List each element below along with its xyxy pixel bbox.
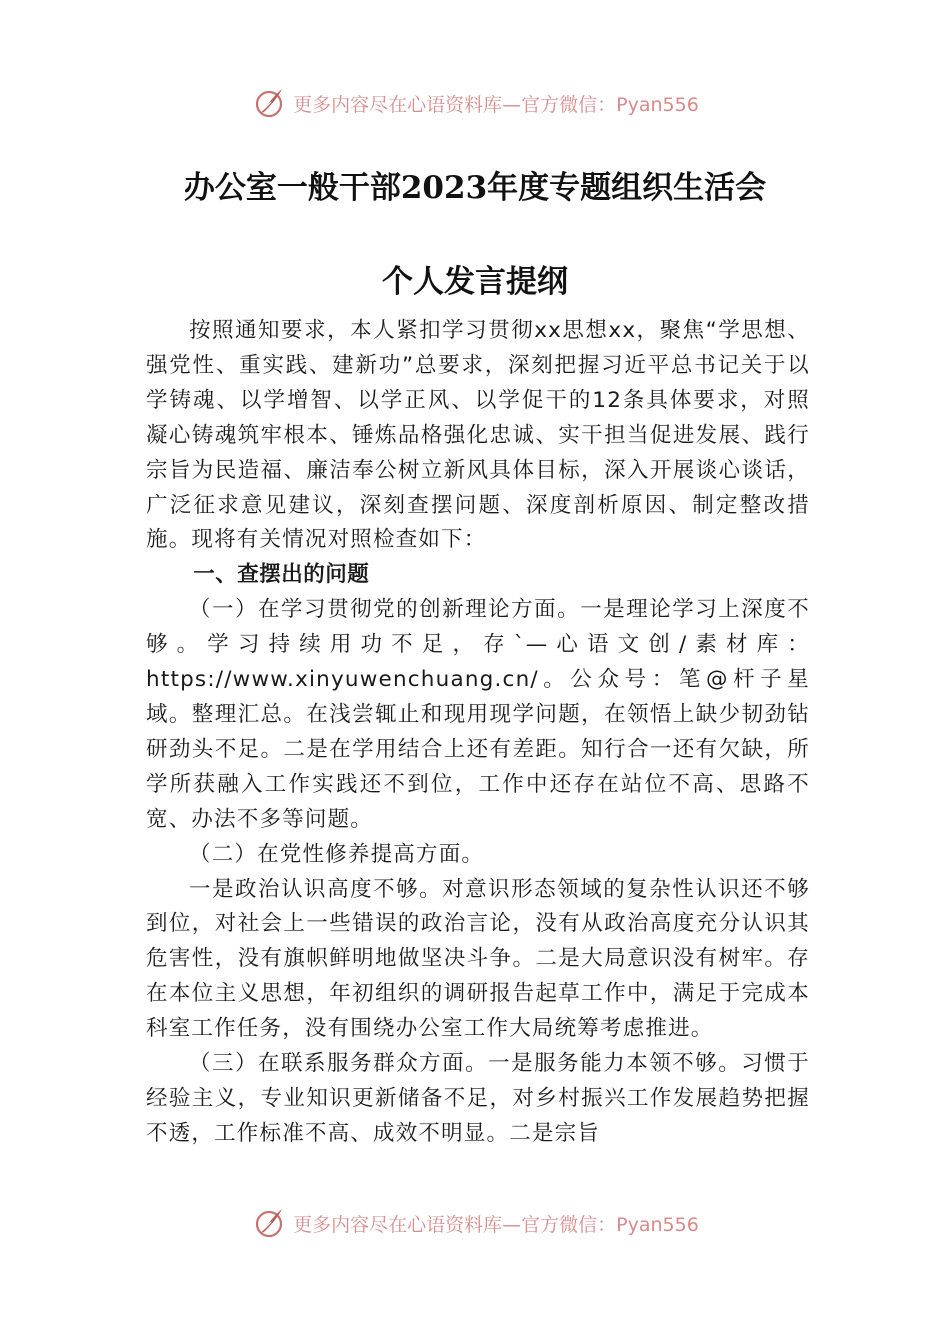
body-paragraph: 一是政治认识高度不够。对意识形态领域的复杂性认识还不够到位，对社会上一些错误的政治言论，没有从政治高度充分认识其危害性，没有旗帜鲜明地做坚决斗争。二是大局意识没有树牢。存在本位主义思想，年初组织的调研报告起草工作中，满足于完成本科室工作任务，没有围绕办公室工作大局统筹考虑推进。 [146, 876, 810, 1042]
body-paragraph: （一）在学习贯彻党的创新理论方面。一是理论学习上深度不够。学习持续用功不足，存`—心语文创/素材库：https://www.xinyuwenchuang.cn/。公众号：笔@杆子星域。整理汇总。在浅尝辄止和现用现学问题，在领悟上缺少韧劲钻研劲头不足。二是在学用结合上还有差距。知行合一还有欠缺，所学所获融入工作实践还不到位，工作中还存在站位不高、思路不宽、办法不多等问题。 [146, 597, 810, 832]
section-heading: 一、查摆出的问题 [193, 562, 370, 588]
document-body [146, 314, 810, 1152]
document-title-line-2: 个人发言提纲 [382, 264, 568, 300]
footer-watermark [0, 1203, 950, 1243]
body-paragraph: （三）在联系服务群众方面。一是服务能力本领不够。习惯于经验主义，专业知识更新储备不足，对乡村振兴工作发展趋势把握不透，工作标准不高、成效不明显。二是宗旨 [146, 1051, 810, 1146]
document-title-line-1: 办公室一般干部2023年度专题组织生活会 [183, 170, 767, 206]
quill-pen-logo-icon [251, 85, 287, 121]
quill-pen-logo-icon [251, 1205, 287, 1241]
watermark-text: 更多内容尽在心语资料库—官方微信：Pyan556 [293, 1213, 699, 1236]
intro-paragraph: 按照通知要求，本人紧扣学习贯彻xx思想xx，聚焦“学思想、强党性、重实践、建新功”总要求，深刻把握习近平总书记关于以学铸魂、以学增智、以学正风、以学促干的12条具体要求，对照凝心铸魂筑牢根本、锤炼品格强化忠诚、实干担当促进发展、践行宗旨为民造福、廉洁奉公树立新风具体目标，深入开展谈心谈话，广泛征求意见建议，深刻查摆问题、深度剖析原因、制定整改措施。现将有关情况对照检查如下： [146, 318, 810, 553]
subsection-heading: （二）在党性修养提高方面。 [189, 841, 485, 867]
watermark-text: 更多内容尽在心语资料库—官方微信：Pyan556 [293, 93, 699, 116]
header-watermark [0, 83, 950, 123]
